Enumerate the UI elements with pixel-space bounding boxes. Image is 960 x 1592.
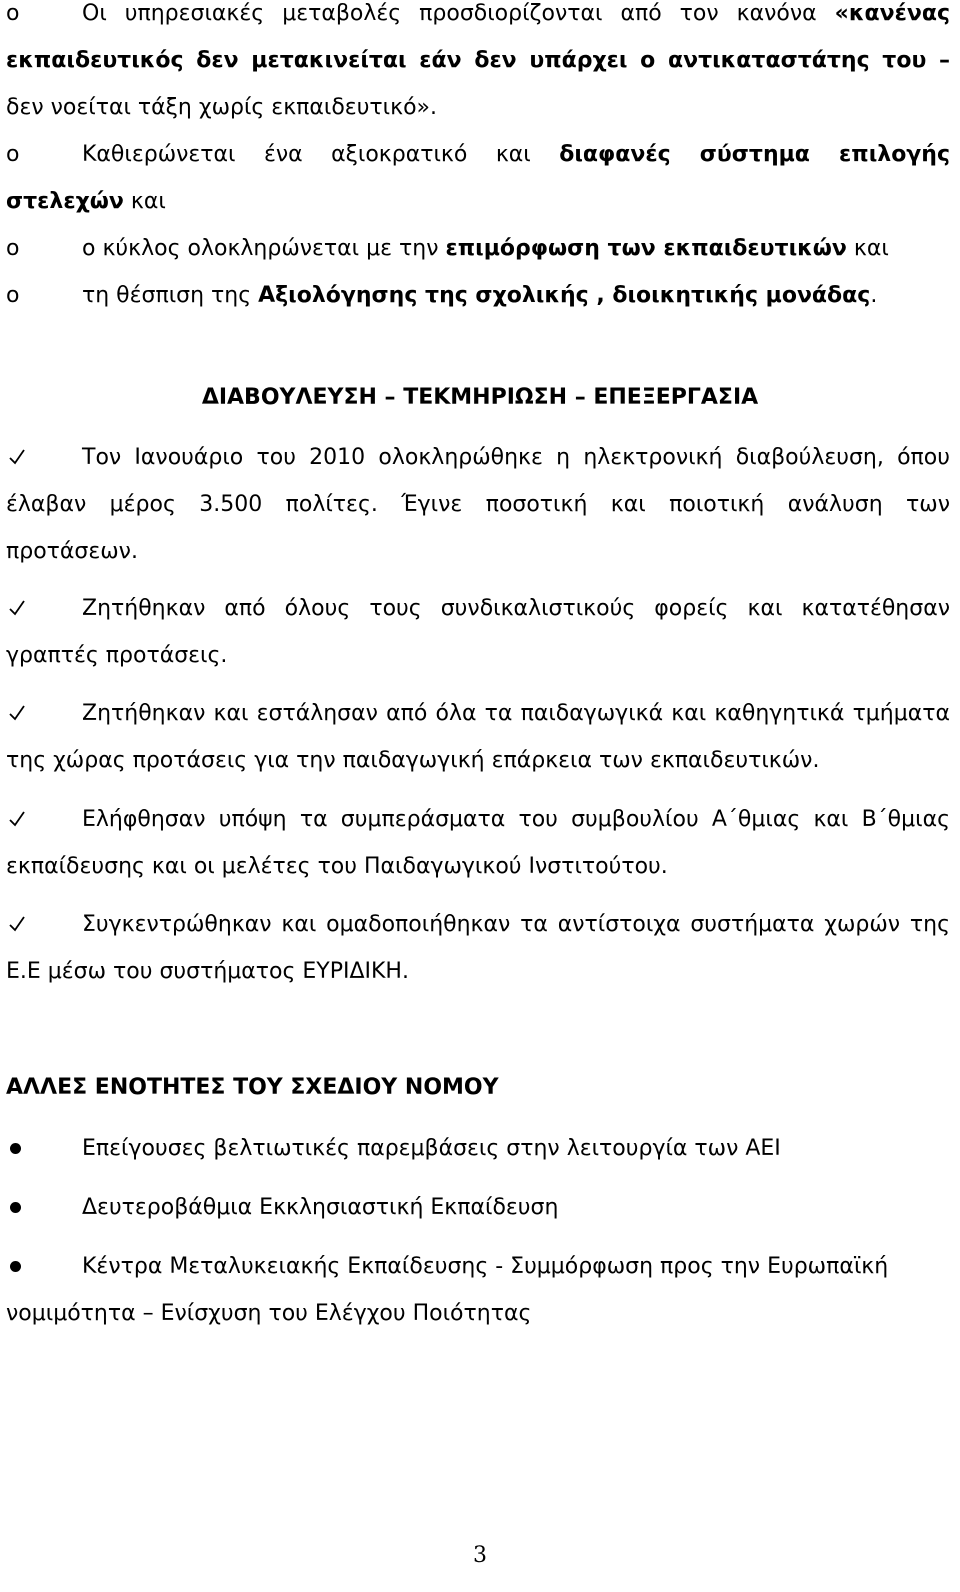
list-item-continuation: νομιμότητα – Ενίσχυση του Ελέγχου Ποιότητας [6,1301,532,1326]
list-item: Κέντρα Μεταλυκειακής Εκπαίδευσης - Συμμόρφωση προς την Ευρωπαϊκή [6,1243,950,1290]
list-item-continuation: προτάσεων. [6,539,138,564]
list-item-continuation: της χώρας προτάσεις για την παιδαγωγική επάρκεια των εκπαιδευτικών. [6,748,820,773]
list-marker: o [6,236,20,261]
consultation-list [6,690,950,784]
list-item: o Οι υπηρεσιακές μεταβολές προσδιορίζονται από τον κανόνα «κανένας [6,0,950,37]
list-item: Ελήφθησαν υπόψη τα συμπεράσματα του συμβουλίου Α΄θμιας και Β΄θμιας [6,796,950,843]
list-item: Επείγουσες βελτιωτικές παρεμβάσεις στην λειτουργία των ΑΕΙ [6,1125,950,1172]
consultation-list [6,901,950,995]
list-item-continuation: εκπαίδευσης και οι μελέτες του Παιδαγωγικού Ινστιτούτου. [6,854,668,879]
list-item-continuation: εκπαιδευτικός δεν μετακινείται εάν δεν υπάρχει ο αντικαταστάτης του – [6,48,950,73]
bullet-icon [10,1143,21,1154]
consultation-list [6,796,950,890]
other-sections-list [6,1243,950,1337]
list-marker: o [6,142,20,167]
consultation-heading: ΔΙΑΒΟΥΛΕΥΣΗ – ΤΕΚΜΗΡΙΩΣΗ – ΕΠΕΞΕΡΓΑΣΙΑ [201,385,759,410]
other-sections-heading: ΑΛΛΕΣ ΕΝΟΤΗΤΕΣ ΤΟΥ ΣΧΕΔΙΟΥ ΝΟΜΟΥ [6,1075,499,1100]
list-item: o Καθιερώνεται ένα αξιοκρατικό και διαφανές σύστημα επιλογής [6,131,950,178]
list-item: Τον Ιανουάριο του 2010 ολοκληρώθηκε η ηλεκτρονική διαβούλευση, όπου [6,434,950,481]
checkmark-icon [8,810,26,828]
checkmark-icon [8,915,26,933]
consultation-list [6,434,950,575]
checkmark-icon [8,448,26,466]
checkmark-icon [8,704,26,722]
list-item: o τη θέσπιση της Αξιολόγησης της σχολικής , διοικητικής μονάδας. [6,272,950,319]
list-item: o ο κύκλος ολοκληρώνεται με την επιμόρφωση των εκπαιδευτικών και [6,225,950,272]
page-number: 3 [473,1543,487,1568]
checkmark-icon [8,599,26,617]
list-marker: o [6,1,20,26]
list-item-continuation: γραπτές προτάσεις. [6,643,228,668]
other-sections-list [6,1125,950,1172]
list-item-continuation: έλαβαν μέρος 3.500 πολίτες. Έγινε ποσοτική και ποιοτική ανάλυση των [6,492,950,517]
bullet-icon [10,1202,21,1213]
top-list [6,0,950,319]
list-item: Ζητήθηκαν από όλους τους συνδικαλιστικούς φορείς και κατατέθησαν [6,585,950,632]
list-item-continuation: δεν νοείται τάξη χωρίς εκπαιδευτικό». [6,95,437,120]
list-item: Συγκεντρώθηκαν και ομαδοποιήθηκαν τα αντίστοιχα συστήματα χωρών της [6,901,950,948]
list-item: Ζητήθηκαν και εστάλησαν από όλα τα παιδαγωγικά και καθηγητικά τμήματα [6,690,950,737]
list-item-continuation: Ε.Ε μέσω του συστήματος ΕΥΡΙΔΙΚΗ. [6,959,409,984]
list-item-continuation: στελεχών και [6,189,166,214]
list-item: Δευτεροβάθμια Εκκλησιαστική Εκπαίδευση [6,1184,950,1231]
list-marker: o [6,283,20,308]
other-sections-list [6,1184,950,1231]
consultation-list [6,585,950,679]
bullet-icon [10,1261,21,1272]
